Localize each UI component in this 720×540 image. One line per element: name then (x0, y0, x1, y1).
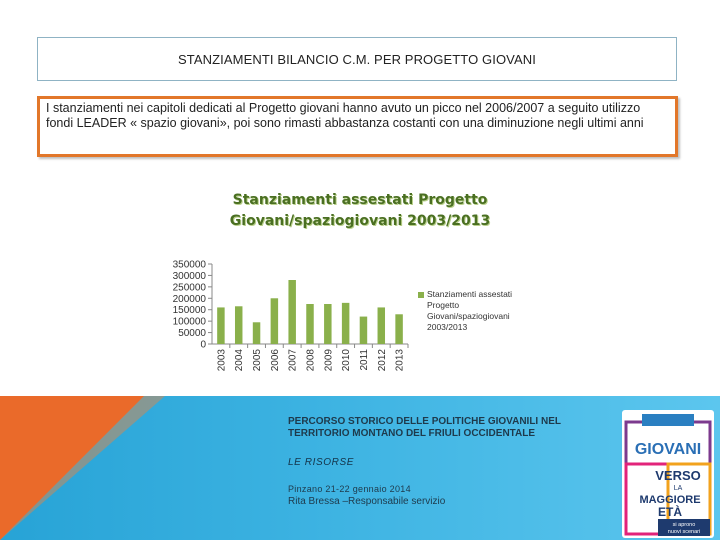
logo-giovani-text: GIOVANI (634, 441, 702, 458)
y-tick-label: 150000 (172, 305, 206, 317)
logo-tagline-2: nuovi scenari (667, 529, 701, 535)
bar-2003 (217, 307, 224, 344)
bar-2012 (378, 307, 385, 344)
x-tick-label: 2010 (341, 349, 353, 372)
y-tick-label: 300000 (172, 270, 206, 282)
slide-title (37, 37, 677, 81)
summary-text: I stanziamenti nei capitoli dedicati al Progetto giovani hanno avuto un picco nel 2006/2007 a seguito utilizzo fondi LEADER « spazio giovani», poi sono rimasti abbastanza costanti con una diminuzione negli ultimi anni (46, 101, 644, 130)
logo-la-text: LA (673, 485, 683, 492)
logo-verso-text: VERSO (655, 468, 701, 483)
giovani-logo (622, 410, 714, 538)
bar-2013 (395, 314, 402, 344)
legend-label: Stanziamenti assestati Progetto Giovani/spaziogiovani 2003/2013 (427, 289, 513, 332)
y-tick-label: 200000 (172, 293, 206, 305)
footer-date: Pinzano 21-22 gennaio 2014 (288, 484, 411, 494)
footer-author: Rita Bressa –Responsabile servizio (288, 496, 446, 507)
bar-2004 (235, 306, 242, 344)
x-tick-label: 2006 (269, 349, 281, 372)
bar-chart (150, 255, 540, 380)
bar-2005 (253, 322, 260, 344)
x-tick-label: 2009 (323, 349, 335, 372)
footer-section: LE RISORSE (288, 457, 355, 468)
x-tick-label: 2011 (358, 349, 370, 371)
logo-eta-text: ETÀ (658, 505, 682, 519)
bar-2011 (360, 317, 367, 344)
x-tick-label: 2005 (252, 349, 264, 372)
x-tick-label: 2003 (216, 349, 228, 372)
legend-swatch (418, 292, 424, 298)
footer-banner (0, 396, 720, 540)
y-tick-label: 50000 (178, 328, 206, 340)
chart-title: Stanziamenti assestati Progetto Giovani/spaziogiovani 2003/2013 (229, 192, 491, 229)
footer-accent (0, 396, 144, 540)
y-tick-label: 350000 (172, 259, 206, 271)
x-tick-label: 2013 (394, 349, 406, 372)
footer-heading: PERCORSO STORICO DELLE POLITICHE GIOVANILI NEL TERRITORIO MONTANO DEL FRIULI OCCIDENTALE (288, 416, 561, 439)
bar-2006 (271, 298, 278, 344)
bar-2009 (324, 304, 331, 344)
logo-maggiore-text: MAGGIORE (639, 494, 701, 506)
y-tick-label: 250000 (172, 282, 206, 294)
logo-tagline-1: si aprono (672, 522, 696, 528)
x-tick-label: 2004 (234, 349, 246, 372)
x-tick-label: 2008 (305, 349, 317, 372)
slide-title-text: STANZIAMENTI BILANCIO C.M. PER PROGETTO GIOVANI (178, 51, 536, 67)
bar-2008 (306, 304, 313, 344)
x-tick-label: 2007 (287, 349, 299, 372)
y-tick-label: 0 (200, 339, 206, 351)
bar-2010 (342, 303, 349, 344)
bar-2007 (288, 280, 295, 344)
summary-box (37, 96, 678, 157)
y-tick-label: 100000 (172, 316, 206, 328)
x-tick-label: 2012 (376, 349, 388, 372)
